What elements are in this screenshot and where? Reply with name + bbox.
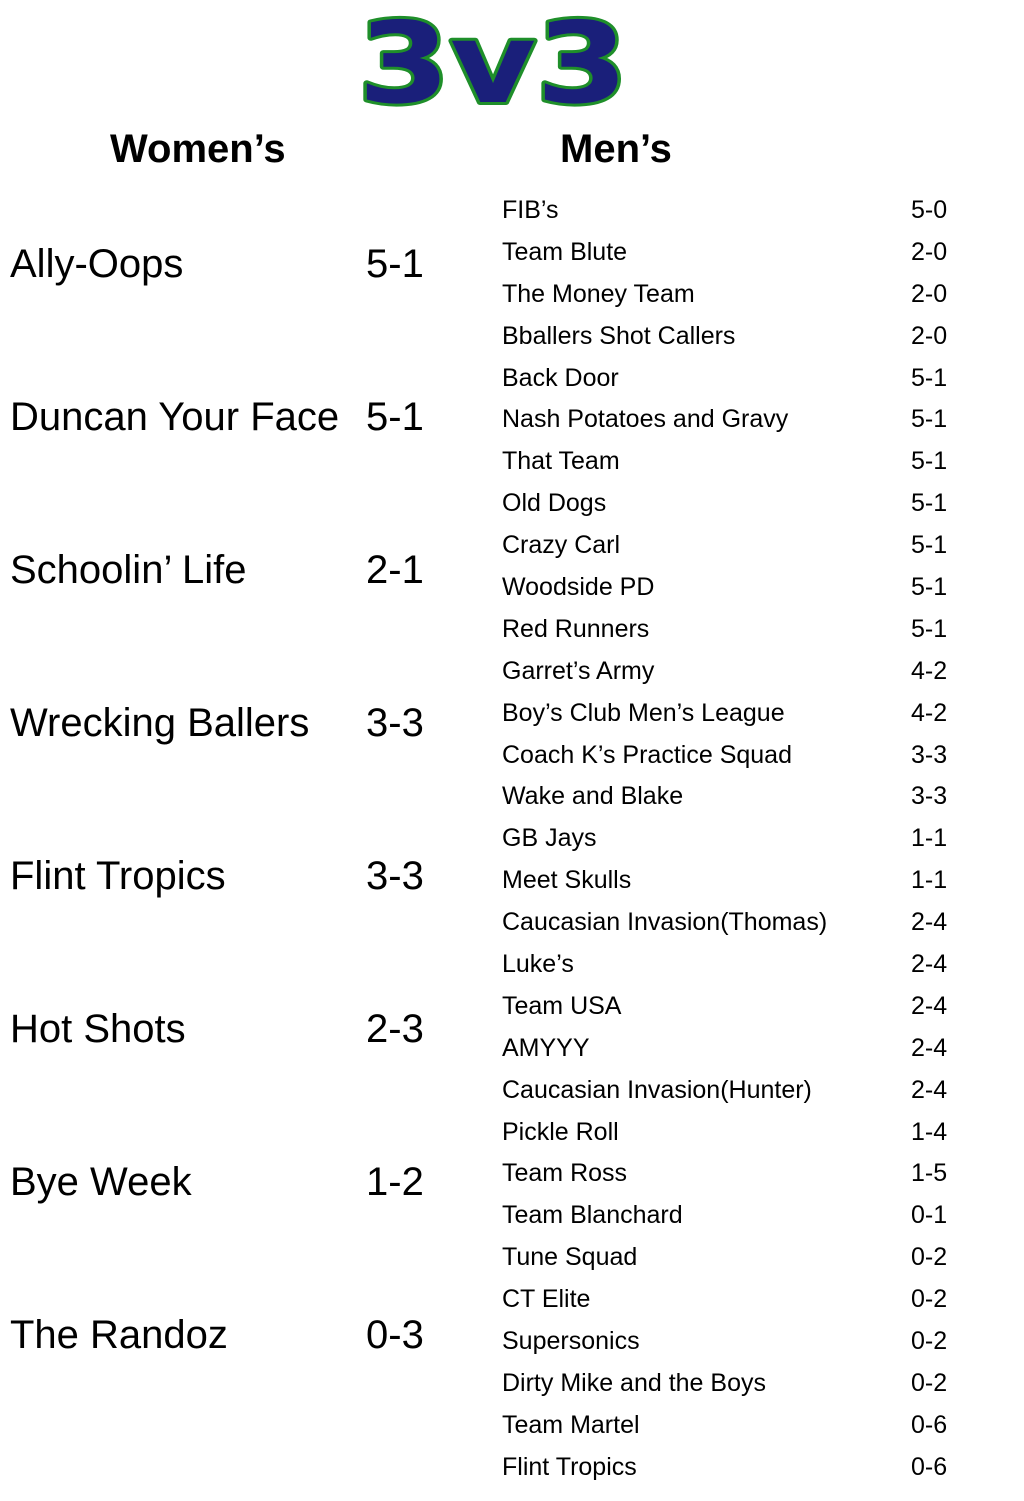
standings-row bbox=[502, 567, 982, 609]
team-name: That Team bbox=[502, 447, 620, 476]
team-record: 0-6 bbox=[911, 1410, 948, 1439]
team-name: Red Runners bbox=[502, 614, 650, 643]
team-record: 2-4 bbox=[911, 908, 948, 937]
standings-row bbox=[10, 1305, 450, 1458]
team-record: 5-1 bbox=[911, 614, 948, 643]
standings-row bbox=[502, 735, 982, 777]
womens-standings-list bbox=[10, 234, 450, 1458]
team-record: 2-0 bbox=[911, 237, 948, 266]
standings-row bbox=[502, 190, 982, 232]
team-record: 0-6 bbox=[911, 1452, 948, 1481]
standings-row bbox=[502, 316, 982, 358]
team-name: The Randoz bbox=[10, 1313, 228, 1357]
team-name: Back Door bbox=[502, 363, 619, 392]
standings-row bbox=[502, 693, 982, 735]
standings-row bbox=[502, 1195, 982, 1237]
team-record: 4-2 bbox=[911, 698, 948, 727]
team-record: 2-0 bbox=[911, 279, 948, 308]
team-record: 0-1 bbox=[911, 1201, 948, 1230]
team-record: 4-2 bbox=[911, 656, 948, 685]
standings-row bbox=[10, 1152, 450, 1305]
standings-row bbox=[502, 1279, 982, 1321]
team-name: AMYYY bbox=[502, 1033, 590, 1062]
team-record: 2-3 bbox=[366, 1007, 424, 1051]
team-record: 5-1 bbox=[911, 405, 948, 434]
standings-row bbox=[10, 693, 450, 846]
team-name: Garret’s Army bbox=[502, 656, 655, 685]
standings-row bbox=[10, 999, 450, 1152]
standings-row bbox=[502, 1447, 982, 1489]
standings-row bbox=[502, 1153, 982, 1195]
team-name: Wrecking Ballers bbox=[10, 701, 310, 745]
team-name: CT Elite bbox=[502, 1285, 591, 1314]
team-record: 5-1 bbox=[911, 489, 948, 518]
team-name: Ally-Oops bbox=[10, 242, 184, 286]
team-record: 5-1 bbox=[366, 242, 424, 286]
team-name: Supersonics bbox=[502, 1327, 640, 1356]
standings-row bbox=[10, 234, 450, 387]
team-name: Schoolin’ Life bbox=[10, 548, 247, 592]
team-record: 3-3 bbox=[911, 782, 948, 811]
standings-row bbox=[502, 525, 982, 567]
team-name: Bballers Shot Callers bbox=[502, 321, 736, 350]
team-record: 5-0 bbox=[911, 196, 948, 224]
team-name: Bye Week bbox=[10, 1160, 192, 1204]
team-record: 1-4 bbox=[911, 1117, 948, 1146]
team-name: Duncan Your Face bbox=[10, 395, 340, 439]
team-name: Boy’s Club Men’s League bbox=[502, 698, 785, 727]
team-name: Tune Squad bbox=[502, 1243, 638, 1272]
team-name: Team USA bbox=[502, 991, 622, 1020]
standings-row bbox=[502, 776, 982, 818]
3v3-logo-graphic bbox=[352, 12, 634, 114]
team-record: 2-4 bbox=[911, 1033, 948, 1062]
team-name: Hot Shots bbox=[10, 1007, 186, 1051]
team-name: Caucasian Invasion(Thomas) bbox=[502, 908, 828, 937]
team-record: 1-5 bbox=[911, 1159, 948, 1188]
standings-row bbox=[502, 1363, 982, 1405]
team-record: 2-4 bbox=[911, 991, 948, 1020]
standings-row bbox=[502, 1237, 982, 1279]
standings-row bbox=[502, 944, 982, 986]
team-name: Crazy Carl bbox=[502, 531, 621, 560]
logo-text: 3v3 bbox=[358, 12, 628, 114]
team-name: Team Blute bbox=[502, 237, 628, 266]
3v3-logo bbox=[352, 12, 634, 114]
mens-standings-list bbox=[502, 190, 982, 1489]
team-record: 0-3 bbox=[366, 1313, 424, 1357]
standings-row bbox=[10, 846, 450, 999]
team-record: 5-1 bbox=[911, 363, 948, 392]
team-name: Wake and Blake bbox=[502, 782, 684, 811]
standings-row bbox=[502, 1405, 982, 1447]
team-record: 1-1 bbox=[911, 824, 948, 853]
team-name: Pickle Roll bbox=[502, 1117, 619, 1146]
team-record: 3-3 bbox=[911, 740, 948, 769]
standings-row bbox=[502, 441, 982, 483]
team-record: 3-3 bbox=[366, 701, 424, 745]
standings-row bbox=[502, 818, 982, 860]
team-record: 5-1 bbox=[911, 531, 948, 560]
standings-row bbox=[502, 651, 982, 693]
team-record: 2-1 bbox=[366, 548, 424, 592]
standings-row bbox=[502, 399, 982, 441]
standings-row bbox=[10, 540, 450, 693]
team-record: 3-3 bbox=[366, 854, 424, 898]
team-name: Team Martel bbox=[502, 1410, 640, 1439]
team-name: Woodside PD bbox=[502, 573, 655, 602]
team-name: Flint Tropics bbox=[10, 854, 226, 898]
standings-row bbox=[502, 1321, 982, 1363]
standings-row bbox=[502, 609, 982, 651]
team-name: The Money Team bbox=[502, 279, 695, 308]
team-name: Coach K’s Practice Squad bbox=[502, 740, 792, 769]
team-record: 0-2 bbox=[911, 1285, 948, 1314]
team-name: Flint Tropics bbox=[502, 1452, 637, 1481]
team-name: Luke’s bbox=[502, 950, 574, 979]
standings-row bbox=[502, 1112, 982, 1154]
team-record: 5-1 bbox=[366, 395, 424, 439]
team-name: Meet Skulls bbox=[502, 866, 632, 895]
womens-heading: Women’s bbox=[110, 127, 286, 171]
standings-row bbox=[502, 232, 982, 274]
standings-row bbox=[502, 1070, 982, 1112]
standings-row bbox=[10, 387, 450, 540]
team-record: 2-4 bbox=[911, 950, 948, 979]
team-record: 5-1 bbox=[911, 447, 948, 476]
team-name: GB Jays bbox=[502, 824, 597, 853]
team-name: Caucasian Invasion(Hunter) bbox=[502, 1075, 812, 1104]
standings-row bbox=[502, 483, 982, 525]
team-name: Old Dogs bbox=[502, 489, 607, 518]
standings-row bbox=[502, 986, 982, 1028]
mens-heading: Men’s bbox=[560, 127, 672, 171]
standings-row bbox=[502, 274, 982, 316]
team-record: 2-0 bbox=[911, 321, 948, 350]
team-record: 0-2 bbox=[911, 1327, 948, 1356]
team-name: Nash Potatoes and Gravy bbox=[502, 405, 789, 434]
standings-row bbox=[502, 1028, 982, 1070]
standings-row bbox=[502, 902, 982, 944]
standings-row bbox=[502, 860, 982, 902]
team-record: 0-2 bbox=[911, 1243, 948, 1272]
team-name: Dirty Mike and the Boys bbox=[502, 1368, 766, 1397]
team-record: 1-1 bbox=[911, 866, 948, 895]
team-record: 0-2 bbox=[911, 1368, 948, 1397]
team-record: 1-2 bbox=[366, 1160, 424, 1204]
team-name: Team Ross bbox=[502, 1159, 628, 1188]
team-name: FIB’s bbox=[502, 196, 559, 224]
standings-row bbox=[502, 358, 982, 400]
team-record: 2-4 bbox=[911, 1075, 948, 1104]
team-record: 5-1 bbox=[911, 573, 948, 602]
team-name: Team Blanchard bbox=[502, 1201, 683, 1230]
